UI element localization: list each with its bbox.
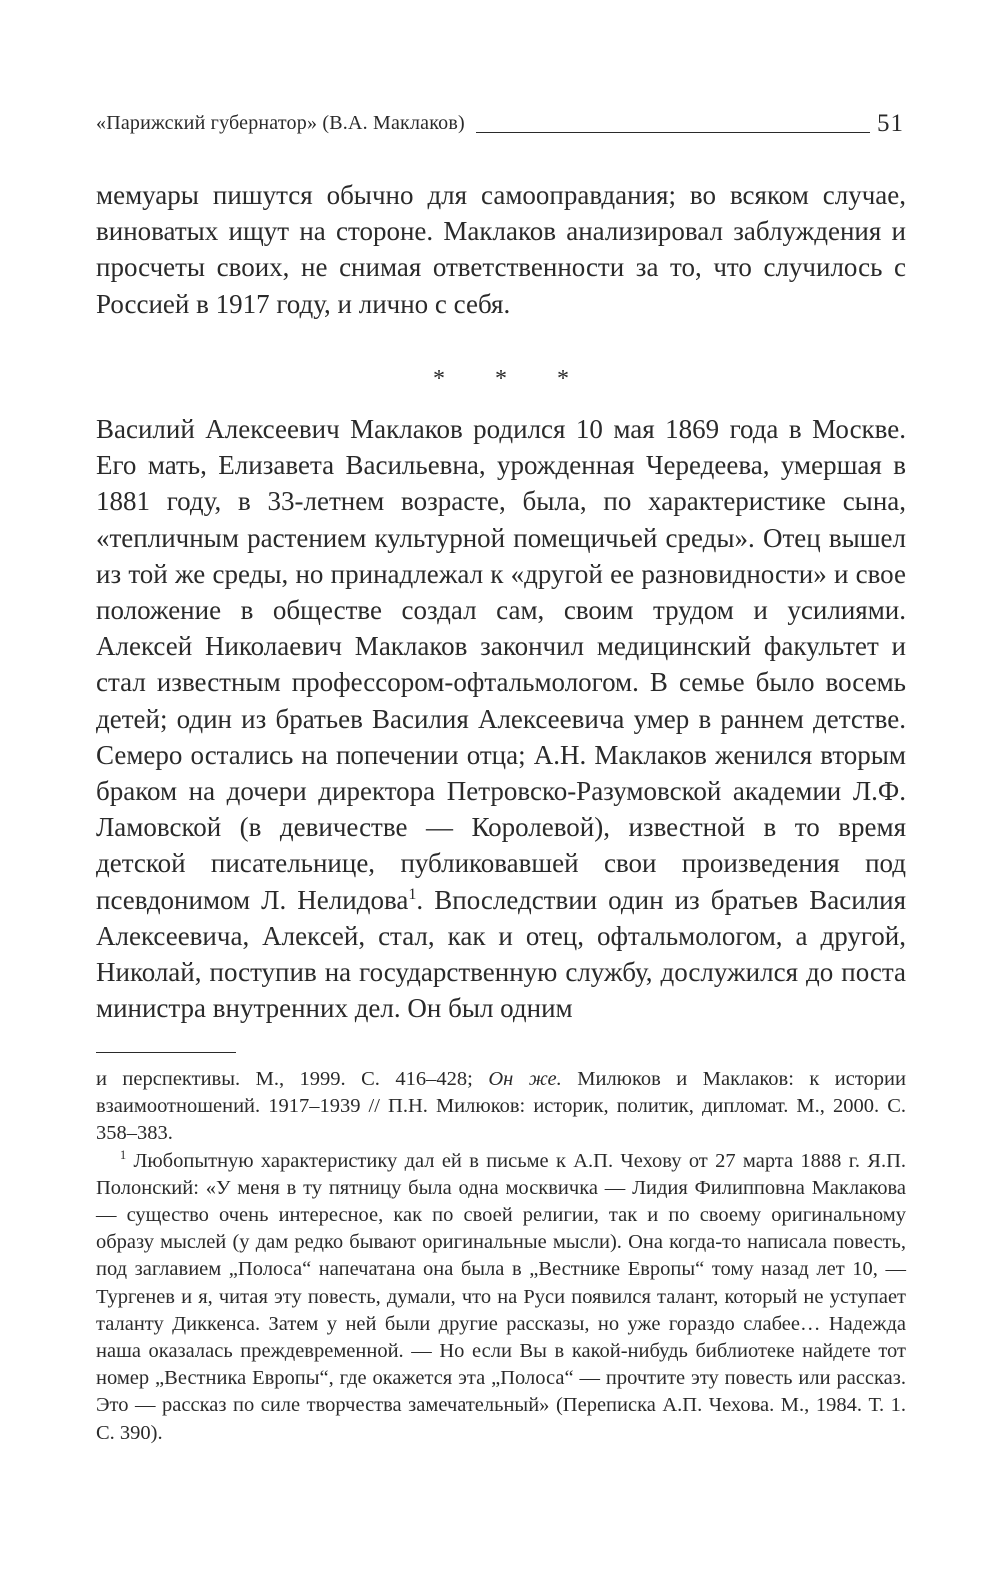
footnote-1 (96, 1148, 906, 1447)
running-title: «Парижский губернатор» (В.А. Маклаков) (96, 112, 471, 135)
header-rule (476, 132, 870, 133)
paragraph-continuation: мемуары пишутся обычно для самооправдания; во всяком случае, виноватых ищут на стороне. Маклаков анализировал заблуждения и просчеты своих, не снимая ответственности за то, что случилось с Россией в 1917 году, и лично с себя. (96, 180, 906, 319)
paragraph-biography (96, 411, 906, 1026)
footnote-1-marker: 1 (120, 1147, 127, 1162)
footnote-continued (96, 1066, 906, 1148)
paragraph-text-part-2: . Впоследствии один из братьев Василия Алексеевича, Алексей, стал, как и отец, офтальмологом, а другой, Николай, поступив на государственную службу, дослужился до поста министра внутренних дел. Он был одним (96, 884, 906, 1024)
footnote-continued-text-2: Милюков и Маклаков: к истории взаимоотношений. 1917–1939 // П.Н. Милюков: историк, политик, дипломат. М., 2000. С. 358–383. (96, 1068, 906, 1145)
footnote-separator-rule (96, 1052, 236, 1053)
running-header (96, 108, 904, 144)
footnotes-area (96, 1066, 906, 1447)
section-separator: * * * (433, 366, 591, 392)
paragraph-text-part-1: Василий Алексеевич Маклаков родился 10 мая 1869 года в Москве. Его мать, Елизавета Васильевна, урожденная Чередеева, умершая в 1881 году, в 33-летнем возрасте, была, по характеристике сына, «тепличным растением культурной помещичьей среды». Отец вышел из той же среды, но принадлежал к «другой ее разновидности» и свое положение в обществе создал сам, своим трудом и усилиями. Алексей Николаевич Маклаков закончил медицинский факультет и стал известным профессором-офтальмологом. В семье было восемь детей; один из братьев Василия Алексеевича умер в раннем детстве. Семеро остались на попечении отца; А.Н. Маклаков женился вторым браком на дочери директора Петровско-Разумовской академии Л.Ф. Ламовской (в девичестве — Королевой), известной в то время детской писательнице, публиковавшей свои произведения под псевдонимом Л. Нелидова (96, 414, 906, 915)
footnote-reference[interactable]: 1 (408, 884, 417, 903)
footnote-continued-text-1: и перспективы. М., 1999. С. 416–428; (96, 1068, 489, 1090)
footnote-continued-italic: Он же. (488, 1068, 562, 1090)
footnote-1-text: Любопытную характеристику дал ей в письме к А.П. Чехову от 27 марта 1888 г. Я.П. Полонский: «У меня в ту пятницу была одна москвичка — Лидия Филипповна Маклакова — существо очень интересное, как по своей религии, так и по своему оригинальному образу мыслей (у дам редко бывают оригинальные мысли). Она когда-то написала повесть, под заглавием „Полоса“ напечатана она была в „Вестнике Европы“ тому назад лет 10, — Тургенев и я, читая эту повесть, думали, что на Руси появился талант, который не уступает таланту Диккенса. Затем у ней были другие рассказы, но уже гораздо слабее… Надежда наша оказалась преждевременной. — Но если Вы в какой-нибудь библиотеке найдете тот номер „Вестника Европы“, где окажется эта „Полоса“ — прочтите эту повесть или рассказ. Это — рассказ по силе творчества замечательный» (Переписка А.П. Чехова. М., 1984. Т. 1. С. 390). (96, 1149, 906, 1444)
page-number: 51 (877, 110, 904, 137)
